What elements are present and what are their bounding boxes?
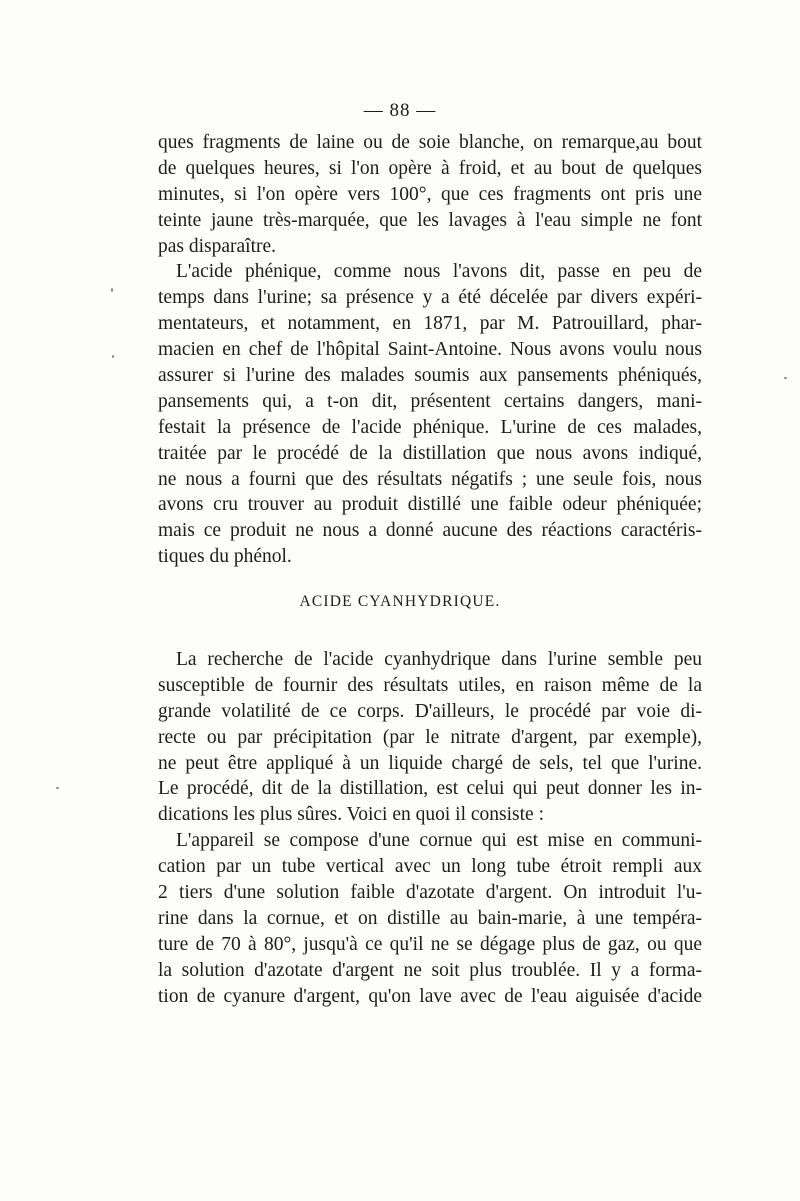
text-line: macien en chef de l'hôpital Saint-Antoine. Nous avons voulu nous <box>158 339 702 361</box>
text-line: temps dans l'urine; sa présence y a été décelée par divers expéri- <box>158 287 702 309</box>
text-line: 2 tiers d'une solution faible d'azotate d'argent. On introduit l'u- <box>158 882 702 904</box>
text-line: ne peut être appliqué à un liquide chargé de sels, tel que l'urine. <box>158 752 702 774</box>
text-line: ture de 70 à 80°, jusqu'à ce qu'il ne se dégage plus de gaz, ou que <box>158 933 702 955</box>
text-line: Le procédé, dit de la distillation, est celui qui peut donner les in- <box>158 778 702 800</box>
text-line: tiques du phénol. <box>158 546 292 568</box>
paper-speck <box>56 787 59 789</box>
text-line: rine dans la cornue, et on distille au bain-marie, à une tempéra- <box>158 907 702 929</box>
text-line: L'acide phénique, comme nous l'avons dit, passe en peu de <box>176 261 702 283</box>
text-line: La recherche de l'acide cyanhydrique dans l'urine semble peu <box>176 649 702 670</box>
text-line: de quelques heures, si l'on opère à froid, et au bout de quelques <box>158 157 702 179</box>
text-line: teinte jaune très-marquée, que les lavages à l'eau simple ne font <box>158 209 702 231</box>
text-line: minutes, si l'on opère vers 100°, que ces fragments ont pris une <box>158 183 702 205</box>
text-line: grande volatilité de ce corps. D'ailleurs, le procédé par voie di- <box>158 700 702 722</box>
text-line: mentateurs, et notamment, en 1871, par M. Patrouillard, phar- <box>158 313 702 335</box>
text-line: avons cru trouver au produit distillé une faible odeur phéniquée; <box>158 494 702 516</box>
text-line: susceptible de fournir des résultats utiles, en raison même de la <box>158 674 702 696</box>
text-line: la solution d'azotate d'argent ne soit plus troublée. Il y a forma- <box>158 959 702 981</box>
paper-speck <box>111 288 113 292</box>
paper-speck <box>784 377 787 379</box>
text-line: mais ce produit ne nous a donné aucune des réactions caractéris- <box>158 520 702 542</box>
text-line: festait la présence de l'acide phénique. L'urine de ces malades, <box>158 416 702 438</box>
page-number: — 88 — <box>363 100 437 121</box>
text-line: recte ou par précipitation (par le nitrate d'argent, par exemple), <box>158 726 702 748</box>
text-line: pas disparaître. <box>158 235 277 257</box>
text-line: tion de cyanure d'argent, qu'on lave avec de l'eau aiguisée d'acide <box>158 985 702 1007</box>
paragraph-block-phenol <box>158 130 702 570</box>
paper-speck <box>112 355 114 358</box>
text-line: cation par un tube vertical avec un long tube étroit rempli aux <box>158 856 702 878</box>
paragraph-block-cyanhydric <box>158 647 702 1009</box>
text-line: ne nous a fourni que des résultats négatifs ; une seule fois, nous <box>158 468 702 490</box>
text-line: dications les plus sûres. Voici en quoi il consiste : <box>158 804 545 826</box>
text-line: assurer si l'urine des malades soumis aux pansements phéniqués, <box>158 365 702 387</box>
text-line: traitée par le procédé de la distillation que nous avons indiqué, <box>158 442 702 464</box>
text-line: L'appareil se compose d'une cornue qui est mise en communi- <box>176 830 702 852</box>
text-line: ques fragments de laine ou de soie blanche, on remarque,au bout <box>158 132 702 153</box>
text-line: pansements qui, a t-on dit, présentent certains dangers, mani- <box>158 390 702 412</box>
section-heading: ACIDE CYANHYDRIQUE. <box>299 593 501 610</box>
